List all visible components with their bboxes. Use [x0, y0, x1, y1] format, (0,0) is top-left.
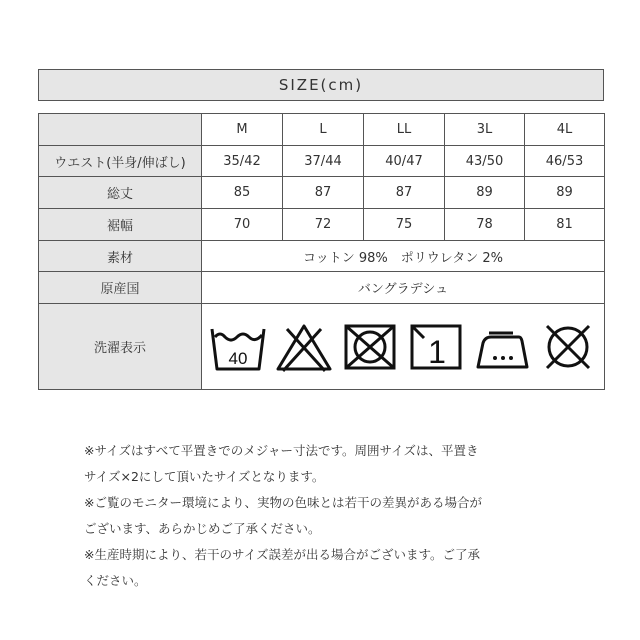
size-header: LL	[364, 114, 445, 146]
note-line: ※ご覧のモニター環境により、実物の色味とは若干の差異がある場合が	[84, 495, 482, 510]
table-cell: 70	[202, 209, 283, 241]
material-value: コットン 98% ポリウレタン 2%	[202, 240, 605, 272]
origin-row	[39, 272, 605, 304]
care-row	[39, 304, 605, 390]
wash-40-icon	[209, 321, 267, 373]
table-cell: 75	[364, 209, 445, 241]
no-dry-clean-icon	[539, 321, 597, 373]
table-cell: 87	[283, 177, 364, 209]
line-dry-shade-icon	[407, 321, 465, 373]
row-label: 裾幅	[39, 209, 202, 241]
corner-cell	[39, 114, 202, 146]
note-line: ございます、あらかじめご了承ください。	[84, 521, 321, 536]
row-label: 素材	[39, 240, 202, 272]
table-cell: 37/44	[283, 145, 364, 177]
table-cell: 87	[364, 177, 445, 209]
table-cell: 85	[202, 177, 283, 209]
table-cell: 81	[525, 209, 605, 241]
note-line: ※サイズはすべて平置きでのメジャー寸法です。周囲サイズは、平置き	[84, 443, 479, 458]
table-cell: 78	[445, 209, 525, 241]
table-cell: 40/47	[364, 145, 445, 177]
note-line: サイズ×2にして頂いたサイズとなります。	[84, 469, 325, 484]
row-label: 総丈	[39, 177, 202, 209]
wash-temp-label: 40	[228, 348, 248, 368]
note-line: ください。	[84, 573, 147, 588]
no-tumble-dry-icon	[341, 321, 399, 373]
note-line: ※生産時期により、若干のサイズ誤差が出る場合がございます。ご了承	[84, 547, 480, 562]
row-label: 洗濯表示	[39, 304, 202, 390]
care-icons	[202, 321, 604, 373]
size-header-row	[39, 114, 605, 146]
table-cell: 35/42	[202, 145, 283, 177]
notes	[84, 438, 584, 594]
no-bleach-icon	[275, 321, 333, 373]
size-header: 4L	[525, 114, 605, 146]
material-row	[39, 240, 605, 272]
table-cell: 89	[445, 177, 525, 209]
size-header: L	[283, 114, 364, 146]
size-table	[38, 113, 605, 390]
origin-value: バングラデシュ	[202, 272, 605, 304]
iron-low-icon	[473, 321, 531, 373]
table-cell: 46/53	[525, 145, 605, 177]
size-title: SIZE(cm)	[38, 69, 604, 101]
row-label: 原産国	[39, 272, 202, 304]
dry-number-label: 1	[428, 333, 446, 370]
size-header: 3L	[445, 114, 525, 146]
table-row	[39, 177, 605, 209]
row-label: ウエスト(半身/伸ばし)	[39, 145, 202, 177]
size-header: M	[202, 114, 283, 146]
table-row	[39, 145, 605, 177]
table-cell: 43/50	[445, 145, 525, 177]
table-cell: 89	[525, 177, 605, 209]
table-row	[39, 209, 605, 241]
table-cell: 72	[283, 209, 364, 241]
care-icons-cell	[202, 304, 605, 390]
